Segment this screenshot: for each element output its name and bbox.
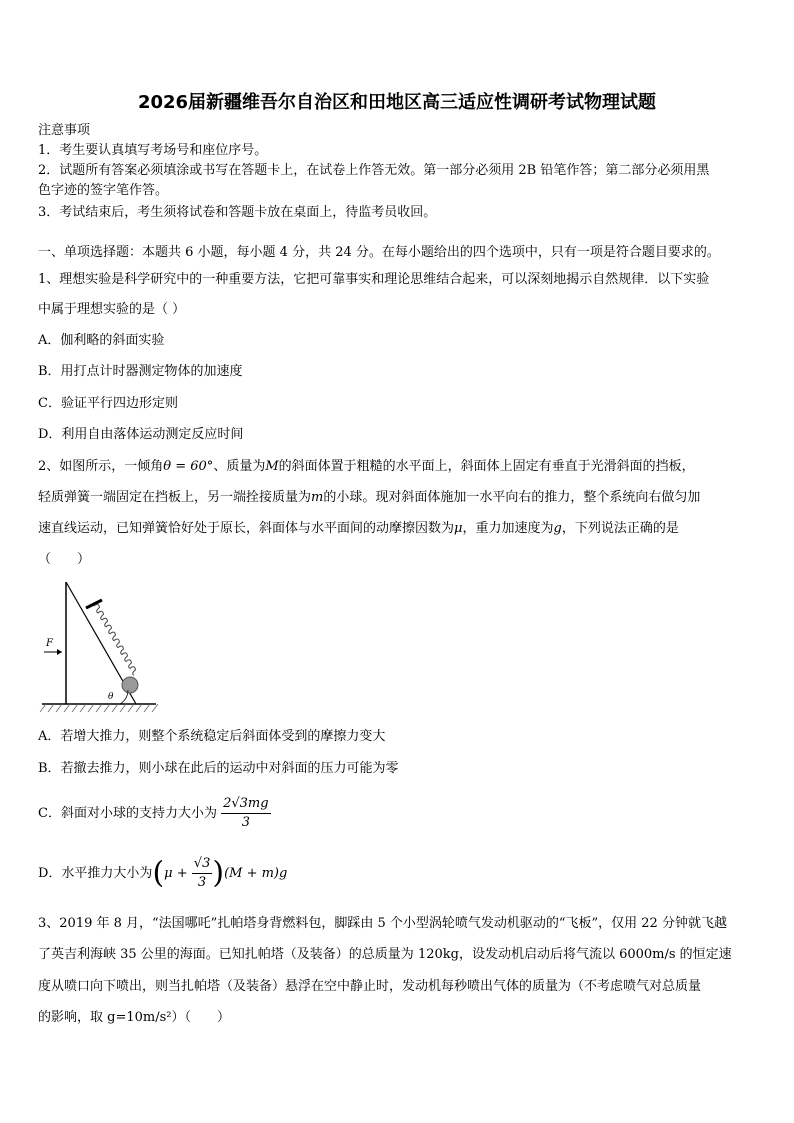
question-2-option-c: C．斜面对小球的支持力大小为 $\frac{2√3mg}{3}$: [38, 796, 269, 830]
question-3-stem: 的影响，取 g=10m/s²）（ ）: [38, 1010, 230, 1025]
question-1-stem: 中属于理想实验的是（ ）: [38, 302, 186, 317]
notice-item: 3．考试结束后，考生须将试卷和答题卡放在桌面上，待监考员收回。: [38, 205, 437, 220]
question-3-stem: 3、2019 年 8 月，“法国哪吒”扎帕塔身背燃料包，脚踩由 5 个小型涡轮喷气发动机驱动的“飞板”，仅用 22 分钟就飞越: [38, 916, 727, 931]
question-2-option-a: A．若增大推力，则整个系统稳定后斜面体受到的摩擦力变大: [38, 729, 386, 744]
spring: [93, 604, 137, 676]
angle-label: θ: [108, 692, 114, 702]
question-2-stem: 2、如图所示，一倾角θ = 60°、质量为M的斜面体置于粗糙的水平面上，斜面体上固定有垂直于光滑斜面的挡板，: [38, 459, 695, 474]
notice-item: 1．考生要认真填写考场号和座位序号。: [38, 143, 268, 158]
question-1-option-a: A．伽利略的斜面实验: [38, 333, 165, 348]
notice-item: 色字迹的签字笔作答。: [38, 183, 169, 198]
page-title: 2026届新疆维吾尔自治区和田地区高三适应性调研考试物理试题: [137, 92, 657, 113]
question-1-option-c: C．验证平行四边形定则: [38, 396, 178, 411]
question-2-stem: 速直线运动，已知弹簧恰好处于原长，斜面体与水平面间的动摩擦因数为μ，重力加速度为g，下列说法正确的是: [38, 521, 679, 536]
question-3-stem: 了英吉利海峡 35 公里的海面。已知扎帕塔（及装备）的总质量为 120kg，设发动机启动后将气流以 6000m/s 的恒定速: [38, 947, 732, 962]
question-3-stem: 度从喷口向下喷出，则当扎帕塔（及装备）悬浮在空中静止时，发动机每秒喷出气体的质量为（不考虑喷气对总质量: [38, 979, 702, 994]
force-label: F: [46, 638, 53, 649]
question-1-stem: 1、理想实验是科学研究中的一种重要方法，它把可靠事实和理论思维结合起来，可以深刻地揭示自然规律．以下实验: [38, 272, 710, 287]
incline-spring-diagram: [38, 572, 168, 718]
notice-item: 2．试题所有答案必须填涂或书写在答题卡上，在试卷上作答无效。第一部分必须用 2B 铅笔作答；第二部分必须用黑: [38, 163, 710, 178]
section-heading: 一、单项选择题：本题共 6 小题，每小题 4 分，共 24 分。在每小题给出的四个选项中，只有一项是符合题目要求的。: [38, 245, 720, 260]
question-2-stem: （ ）: [38, 552, 91, 567]
question-2-option-d: D．水平推力大小为(μ + $\frac{√3}{3}$ )(M + m)g: [38, 855, 288, 891]
small-ball: [122, 677, 138, 693]
push-force-fraction: $\frac{√3}{3}$: [193, 856, 211, 890]
question-2-option-b: B．若撤去推力，则小球在此后的运动中对斜面的压力可能为零: [38, 761, 399, 776]
question-1-option-b: B．用打点计时器测定物体的加速度: [38, 364, 243, 379]
notice-heading: 注意事项: [38, 123, 91, 138]
support-force-fraction: $\frac{2√3mg}{3}$: [223, 796, 269, 830]
question-2-stem: 轻质弹簧一端固定在挡板上，另一端拴接质量为m的小球。现对斜面体施加一水平向右的推力，整个系统向右做匀加: [38, 490, 701, 505]
question-1-option-d: D．利用自由落体运动测定反应时间: [38, 427, 244, 442]
